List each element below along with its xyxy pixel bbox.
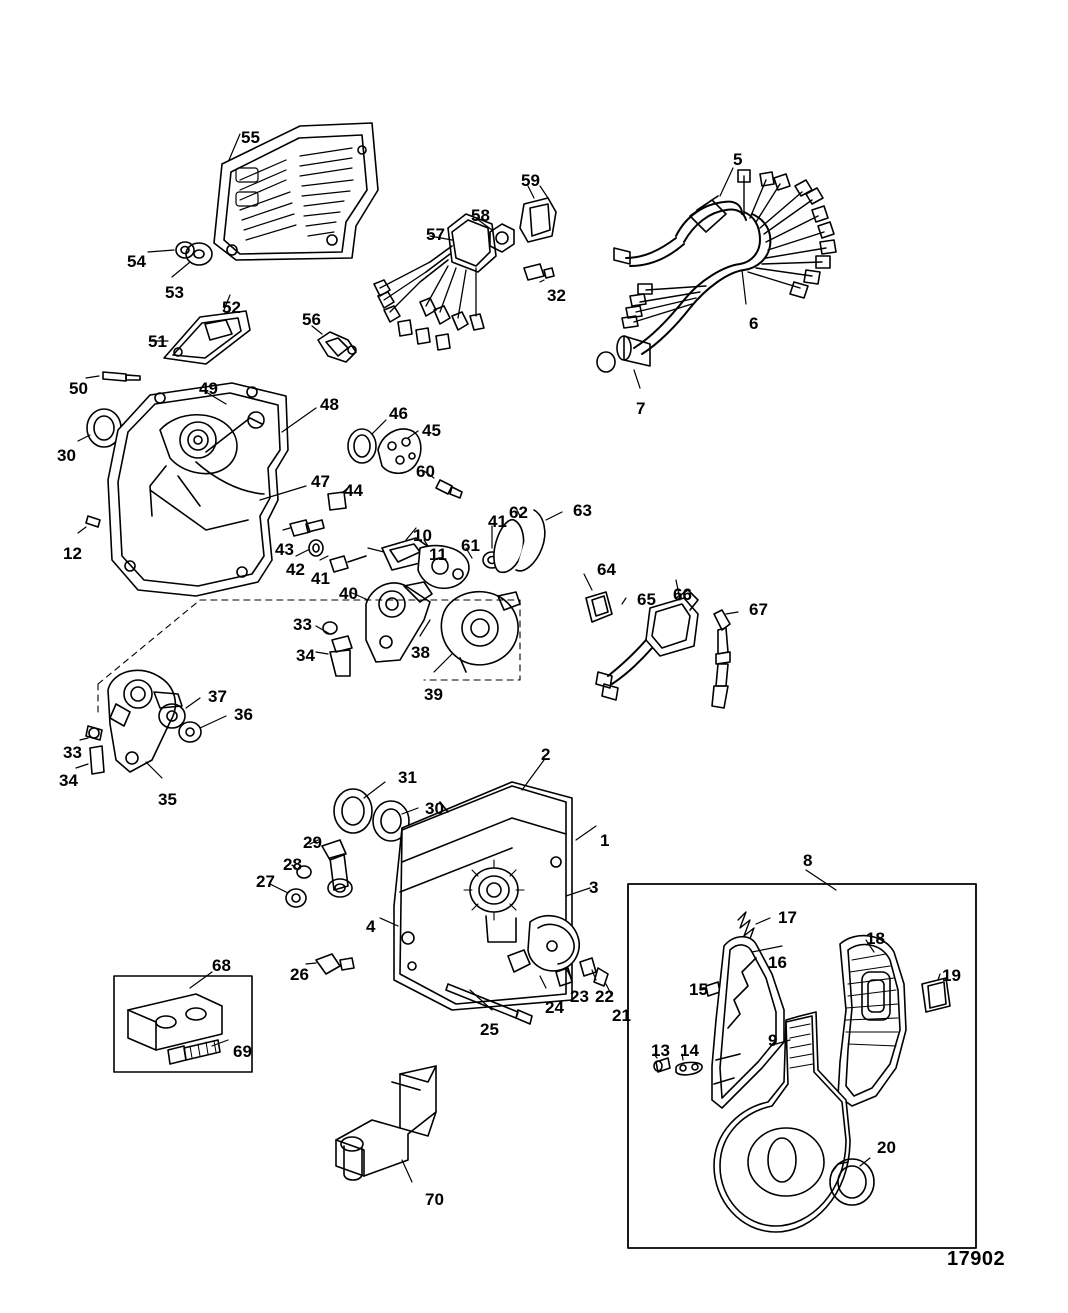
callout-number-59: 59 (521, 171, 540, 190)
callout-number-49: 49 (199, 379, 218, 398)
callout-number-1: 1 (600, 831, 610, 850)
callout-number-32: 32 (547, 286, 566, 305)
callout-number-64: 64 (597, 560, 616, 579)
callout-number-10: 10 (413, 526, 432, 545)
callout-number-65: 65 (637, 590, 656, 609)
callout-number-23: 23 (570, 987, 589, 1006)
callout-number-43: 43 (275, 540, 294, 559)
callout-number-45: 45 (422, 421, 441, 440)
callout-number-28: 28 (283, 855, 302, 874)
callout-number-68: 68 (212, 956, 231, 975)
callout-number-35: 35 (158, 790, 177, 809)
callout-number-4: 4 (366, 917, 376, 936)
callout-number-51: 51 (148, 332, 167, 351)
callout-number-24: 24 (545, 998, 564, 1017)
callout-number-67: 67 (749, 600, 768, 619)
callout-number-36: 36 (234, 705, 253, 724)
callout-number-3: 3 (589, 878, 599, 897)
callout-number-47: 47 (311, 472, 330, 491)
callout-number-30b: 30 (57, 446, 76, 465)
callout-number-61: 61 (461, 536, 480, 555)
callout-number-25: 25 (480, 1020, 499, 1039)
callout-number-41: 41 (311, 569, 330, 588)
callout-number-27: 27 (256, 872, 275, 891)
callout-number-41b: 41 (488, 512, 507, 531)
callout-number-26: 26 (290, 965, 309, 984)
callout-number-18: 18 (866, 929, 885, 948)
callout-number-60: 60 (416, 462, 435, 481)
callout-number-2: 2 (541, 745, 551, 764)
callout-number-48: 48 (320, 395, 339, 414)
callout-number-16: 16 (768, 953, 787, 972)
callout-number-9: 9 (768, 1031, 778, 1050)
callout-number-58: 58 (471, 206, 490, 225)
callout-number-31: 31 (398, 768, 417, 787)
callout-number-38: 38 (411, 643, 430, 662)
callout-number-14: 14 (680, 1041, 699, 1060)
callout-number-33: 33 (293, 615, 312, 634)
callout-number-8: 8 (803, 851, 813, 870)
callout-number-29: 29 (303, 833, 322, 852)
callout-number-46: 46 (389, 404, 408, 423)
callout-number-7: 7 (636, 399, 646, 418)
callout-number-55: 55 (241, 128, 260, 147)
callout-number-63: 63 (573, 501, 592, 520)
callout-number-53: 53 (165, 283, 184, 302)
callout-number-66: 66 (673, 585, 692, 604)
callout-number-12: 12 (63, 544, 82, 563)
callout-number-22: 22 (595, 987, 614, 1006)
drawing-number: 17902 (947, 1248, 1006, 1270)
callout-number-6: 6 (749, 314, 759, 333)
callout-number-50: 50 (69, 379, 88, 398)
callout-number-19: 19 (942, 966, 961, 985)
callout-number-37: 37 (208, 687, 227, 706)
callout-number-62: 62 (509, 503, 528, 522)
callout-number-70: 70 (425, 1190, 444, 1209)
callout-number-5: 5 (733, 150, 743, 169)
callout-number-15: 15 (689, 980, 708, 999)
callout-number-30: 30 (425, 799, 444, 818)
callout-number-11: 11 (429, 545, 447, 564)
callout-number-34b: 34 (59, 771, 78, 790)
callout-number-69: 69 (233, 1042, 252, 1061)
callout-number-34: 34 (296, 646, 315, 665)
callout-number-33b: 33 (63, 743, 82, 762)
callout-number-13: 13 (651, 1041, 670, 1060)
callout-number-44: 44 (344, 481, 363, 500)
callout-number-40: 40 (339, 584, 358, 603)
callout-number-52: 52 (222, 298, 241, 317)
callout-number-54: 54 (127, 252, 146, 271)
callout-number-39: 39 (424, 685, 443, 704)
callout-number-42: 42 (286, 560, 305, 579)
callout-number-20: 20 (877, 1138, 896, 1157)
callout-number-57: 57 (426, 225, 445, 244)
callout-number-56: 56 (302, 310, 321, 329)
callout-number-17: 17 (778, 908, 797, 927)
callout-number-21: 21 (612, 1006, 631, 1025)
